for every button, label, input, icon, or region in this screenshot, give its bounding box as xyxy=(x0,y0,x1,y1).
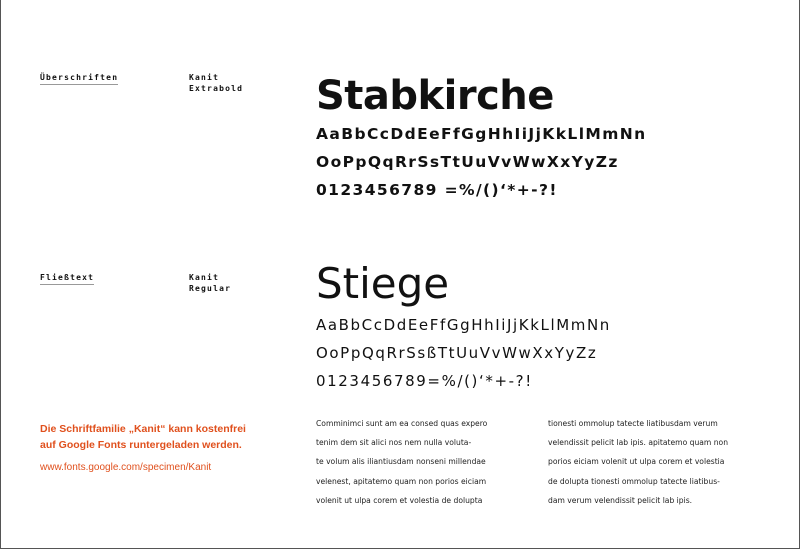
sample-text-line: velendissit pelicit lab ipis. apitatemo quam non xyxy=(548,438,729,448)
sample-text-column-1 xyxy=(316,414,487,510)
sample-text-line: tionesti ommolup tatecte liatibusdam verum xyxy=(548,419,718,428)
section-label-headings: Überschriften xyxy=(40,72,118,85)
heading-alphabet-line-3: 0123456789 =%/()‘*+-?! xyxy=(316,181,558,199)
sample-text-line: dam verum velendissit pelicit lab ipis. xyxy=(548,495,693,505)
sample-text-column-2 xyxy=(548,414,728,510)
sample-text-line: Comminimci sunt am ea consed quas expero xyxy=(316,419,488,428)
download-note-line-1: Die Schriftfamilie „Kanit“ kann kostenfrei xyxy=(40,423,246,435)
heading-alphabet-line-1: AaBbCcDdEeFfGgHhIiJjKkLlMmNn xyxy=(316,125,647,143)
sample-text-line: te volum alis iliantiusdam nonseni millendae xyxy=(316,457,486,467)
download-note-line-2: auf Google Fonts runtergeladen werden. xyxy=(40,439,242,451)
body-alphabet-line-3: 0123456789=%/()‘*+-?! xyxy=(316,372,533,390)
sample-text-line: velenest, apitatemo quam non porios eiciam xyxy=(316,476,487,486)
body-sample-word: Stiege xyxy=(316,259,450,308)
download-note xyxy=(40,421,280,453)
sample-text-line: tenim dem sit alici nos nem nulla voluta- xyxy=(316,438,472,448)
heading-alphabet-line-2: OoPpQqRrSsTtUuVvWwXxYyZz xyxy=(316,153,619,171)
body-alphabet-line-2: OoPpQqRrSsßTtUuVvWwXxYyZz xyxy=(316,344,598,362)
font-name-extrabold: Kanit Extrabold xyxy=(189,73,244,93)
font-name-regular: Kanit Regular xyxy=(189,273,232,293)
sample-text-line: porios eiciam volenit ut ulpa corem et volestia xyxy=(548,457,725,467)
sample-text-line: de dolupta tionesti ommolup tatecte liatibus- xyxy=(548,476,720,486)
sample-text-line: volenit ut ulpa corem et volestia de dolupta xyxy=(316,495,483,505)
google-fonts-link[interactable]: www.fonts.google.com/specimen/Kanit xyxy=(40,462,212,473)
section-label-body: Fließtext xyxy=(40,272,94,285)
heading-sample-word: Stabkirche xyxy=(316,73,554,119)
body-alphabet-line-1: AaBbCcDdEeFfGgHhIiJjKkLlMmNn xyxy=(316,316,611,334)
